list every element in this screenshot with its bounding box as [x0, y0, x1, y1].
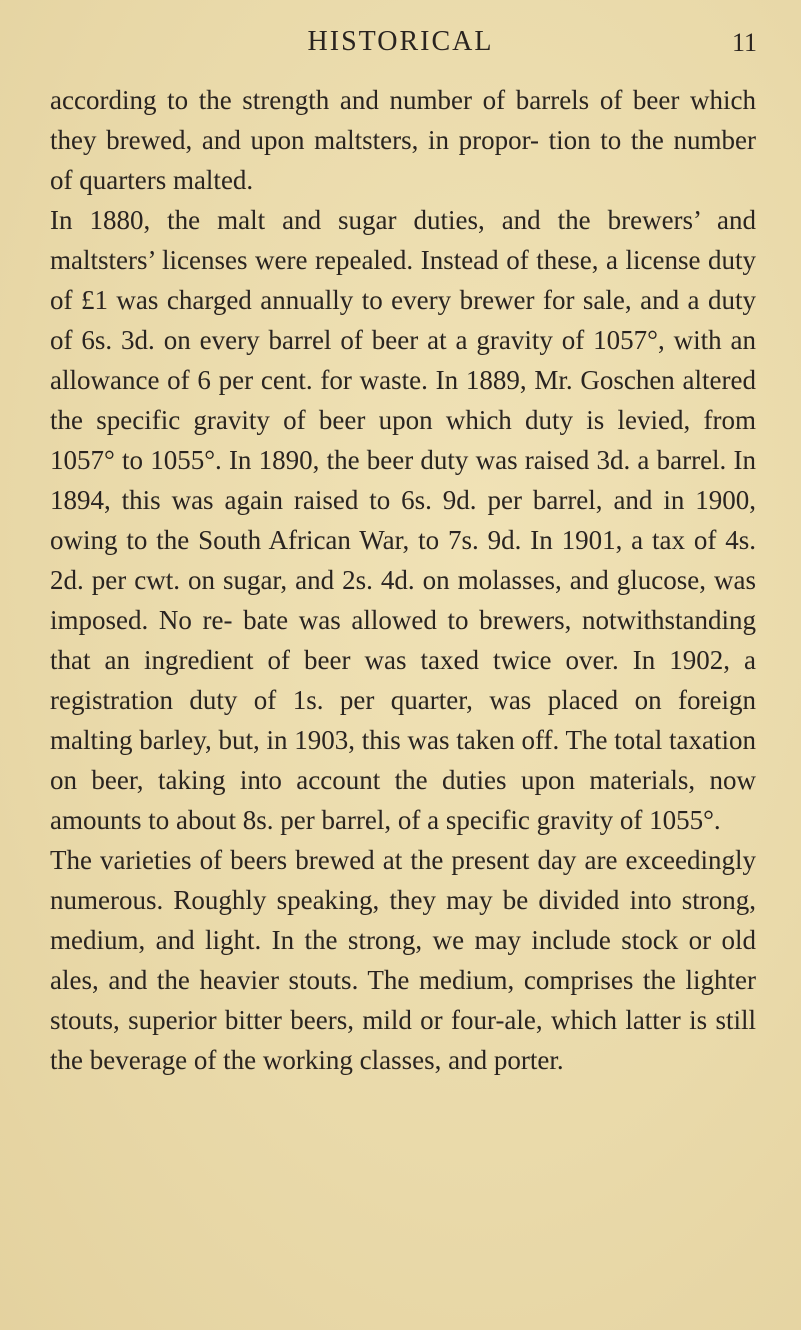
paragraph-duties: In 1880, the malt and sugar duties, and the brewers’ and maltsters’ licenses were repealed. Instead of these, a license duty of £1 was charged annually to every brewer for sale, and a duty of 6s. 3d. on every barrel of beer at a gravity of 1057°, with an allowance of 6 per cent. for waste. In 1889, Mr. Goschen altered the specific gravity of beer upon which duty is levied, from 1057° to 1055°. In 1890, the beer duty was raised 3d. a barrel. In 1894, this was again raised to 6s. 9d. per barrel, and in 1900, owing to the South African War, to 7s. 9d. In 1901, a tax of 4s. 2d. per cwt. on sugar, and 2s. 4d. on molasses, and glucose, was imposed. No re- bate was allowed to brewers, notwithstanding that an ingredient of beer was taxed twice over. In 1902, a registration duty of 1s. per quarter, was placed on foreign malting barley, but, in 1903, this was taken off. The total taxation on beer, taking into account the duties upon materials, now amounts to about 8s. per barrel, of a specific gravity of 1055°.: [50, 205, 756, 835]
paragraph-varieties: The varieties of beers brewed at the present day are exceedingly numerous. Roughly speaking, they may be divided into strong, medium, and light. In the strong, we may include stock or old ales, and the heavier stouts. The medium, comprises the lighter stouts, superior bitter beers, mild or four-ale, which latter is still the beverage of the working classes, and porter.: [50, 845, 756, 1075]
paragraph-continuation: according to the strength and number of barrels of beer which they brewed, and upon maltsters, in propor- tion to the number of quarters malted.: [50, 85, 756, 195]
running-head-title: HISTORICAL: [307, 26, 494, 57]
body-text: [50, 80, 756, 1080]
running-head: [0, 22, 801, 62]
page-number: 11: [731, 28, 757, 57]
